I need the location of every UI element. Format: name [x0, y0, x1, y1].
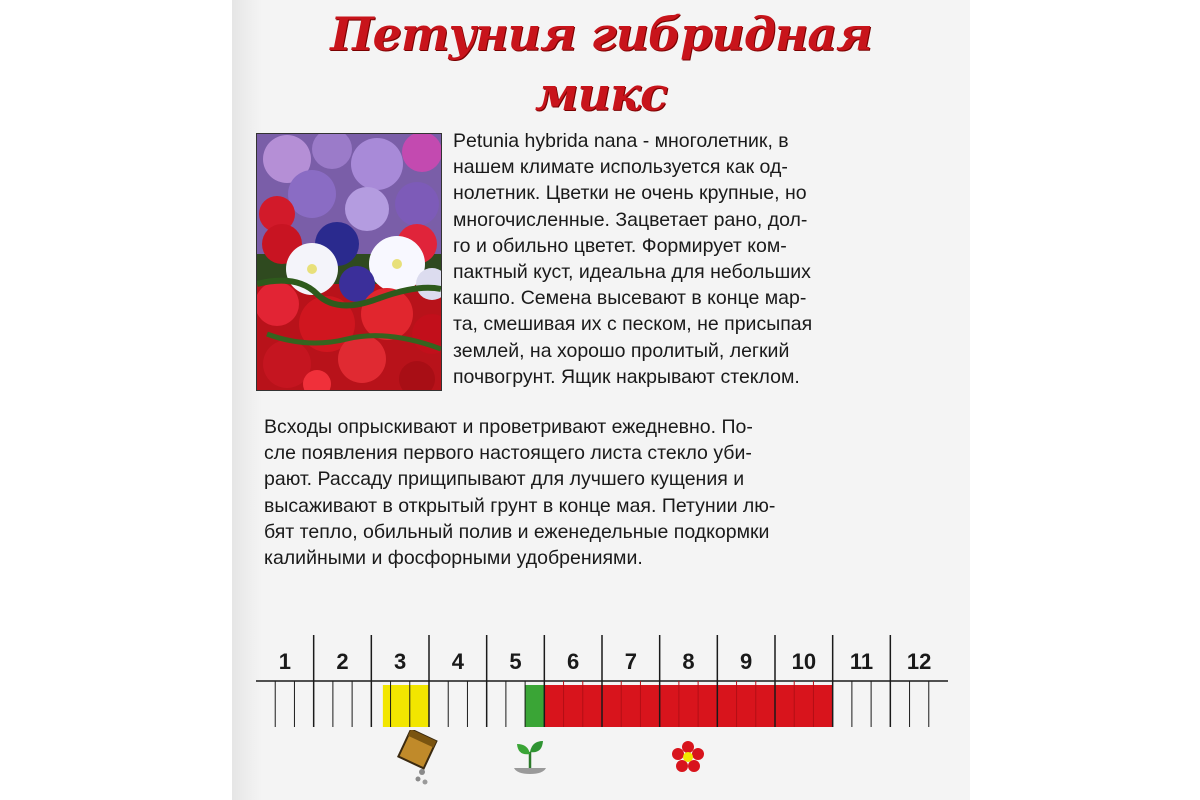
packet-title-line-1: Петуния гибридная [330, 7, 872, 61]
description-line: Всходы опрыскивают и проветривают ежедневно. По- [264, 416, 753, 438]
description-line: кашпо. Семена высевают в конце мар- [453, 287, 807, 310]
description-line: пактный куст, идеальна для небольших [453, 261, 811, 284]
month-number: 6 [567, 649, 580, 674]
flowering-band [775, 685, 833, 727]
description-line: нашем климате используется как од- [453, 156, 788, 179]
description-line: бят тепло, обильный полив и еженедельные подкормки [264, 520, 770, 543]
flowering-band [717, 685, 775, 727]
description-line: та, смешивая их с песком, не присыпая [453, 313, 813, 336]
description-side-column [453, 128, 945, 390]
month-number: 7 [624, 649, 637, 674]
petunia-flowers-image [257, 134, 441, 390]
flower-icon [671, 740, 705, 774]
planting-band [525, 685, 545, 727]
description-line: го и обильно цветет. Формирует ком- [453, 234, 787, 257]
month-number: 1 [278, 649, 291, 674]
description-full-width [264, 414, 946, 571]
description-line: почвогрунт. Ящик накрывают стеклом. [453, 365, 800, 388]
description-line: многочисленные. Зацветает рано, дол- [453, 208, 808, 231]
flowering-band [544, 685, 602, 727]
petunia-photo [256, 133, 442, 391]
flowering-band [660, 685, 718, 727]
description-line: сле появления первого настоящего листа стекло уби- [264, 442, 752, 465]
seed-packet-icon [392, 730, 442, 788]
month-number: 11 [849, 649, 874, 674]
month-number: 12 [906, 649, 932, 674]
sowing-band [383, 685, 429, 727]
sowing-calendar [256, 633, 948, 729]
packet-title-line-2: микс [534, 67, 668, 121]
description-line: землей, на хорошо пролитый, легкий [453, 339, 790, 362]
seedling-icon [510, 736, 550, 776]
month-number: 5 [509, 649, 522, 674]
description-line: высаживают в открытый грунт в конце мая. Петунии лю- [264, 494, 776, 517]
month-number: 3 [394, 649, 407, 674]
description-line: калийными и фосфорными удобрениями. [264, 547, 643, 570]
month-number: 8 [682, 649, 695, 674]
description-line: нолетник. Цветки не очень крупные, но [453, 182, 807, 205]
month-number: 9 [740, 649, 753, 674]
flowering-band [602, 685, 660, 727]
month-number: 2 [336, 649, 349, 674]
description-line: рают. Рассаду прищипывают для лучшего кущения и [264, 468, 745, 491]
description-line: Petunia hybrida nana - многолетник, в [453, 130, 789, 152]
month-number: 4 [451, 649, 464, 674]
month-number: 10 [791, 649, 817, 674]
